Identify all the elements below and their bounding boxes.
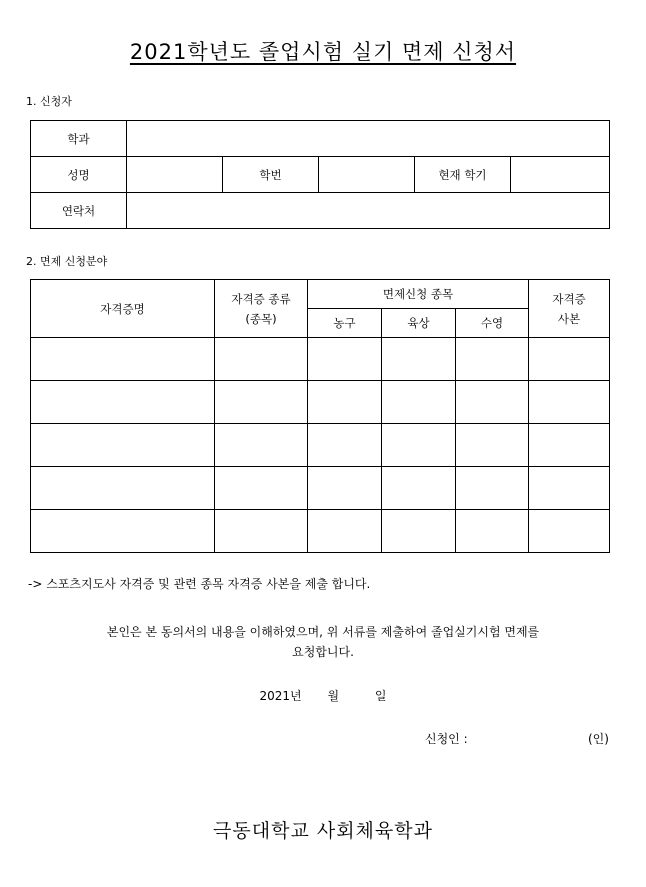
consent-line-2: 요청합니다.	[292, 645, 354, 659]
header-exemption-group: 면제신청 종목	[308, 280, 529, 309]
row-2-track[interactable]	[382, 381, 456, 424]
date-line	[0, 688, 646, 704]
exemption-row	[31, 381, 610, 424]
row-1-certificate-type[interactable]	[215, 338, 308, 381]
exemption-row	[31, 424, 610, 467]
row-4-certificate-type[interactable]	[215, 467, 308, 510]
name-label: 성명	[31, 157, 127, 193]
section-exemption-label: 2. 면제 신청분야	[26, 255, 108, 268]
row-3-basketball[interactable]	[308, 424, 382, 467]
row-5-certificate-name[interactable]	[31, 510, 215, 553]
row-2-basketball[interactable]	[308, 381, 382, 424]
row-2-certificate-name[interactable]	[31, 381, 215, 424]
row-3-copy[interactable]	[529, 424, 610, 467]
header-certificate-type	[215, 280, 308, 338]
row-1-copy[interactable]	[529, 338, 610, 381]
applicant-table	[30, 120, 610, 229]
header-certificate-copy	[529, 280, 610, 338]
exemption-row	[31, 510, 610, 553]
row-2-copy[interactable]	[529, 381, 610, 424]
header-track: 육상	[382, 309, 456, 338]
row-5-basketball[interactable]	[308, 510, 382, 553]
row-5-track[interactable]	[382, 510, 456, 553]
applicant-row-name	[31, 157, 610, 193]
student-id-label: 학번	[223, 157, 319, 193]
row-2-swimming[interactable]	[456, 381, 529, 424]
exemption-header-row-1	[31, 280, 610, 309]
applicant-seal-mark: (인)	[588, 732, 609, 746]
row-1-swimming[interactable]	[456, 338, 529, 381]
row-3-certificate-name[interactable]	[31, 424, 215, 467]
row-4-basketball[interactable]	[308, 467, 382, 510]
header-basketball: 농구	[308, 309, 382, 338]
row-1-track[interactable]	[382, 338, 456, 381]
student-id-field[interactable]	[319, 157, 415, 193]
exemption-row	[31, 338, 610, 381]
date-day: 일	[374, 689, 387, 703]
exemption-table	[30, 279, 610, 553]
row-2-certificate-type[interactable]	[215, 381, 308, 424]
row-4-track[interactable]	[382, 467, 456, 510]
exemption-row	[31, 467, 610, 510]
row-3-track[interactable]	[382, 424, 456, 467]
document-title	[0, 38, 646, 66]
row-3-swimming[interactable]	[456, 424, 529, 467]
row-3-certificate-type[interactable]	[215, 424, 308, 467]
date-year: 2021년	[259, 689, 302, 703]
row-5-swimming[interactable]	[456, 510, 529, 553]
consent-line-1: 본인은 본 동의서의 내용을 이해하였으며, 위 서류를 제출하여 졸업실기시험 면제를	[106, 625, 540, 639]
applicant-signature-label: 신청인 :	[425, 732, 468, 746]
header-certificate-copy-text: 자격증 사본	[552, 291, 586, 326]
row-4-swimming[interactable]	[456, 467, 529, 510]
applicant-row-department	[31, 121, 610, 157]
department-label: 학과	[31, 121, 127, 157]
header-swimming: 수영	[456, 309, 529, 338]
header-certificate-type-text: 자격증 종류 (종목)	[231, 291, 291, 326]
header-certificate-name: 자격증명	[31, 280, 215, 338]
row-4-copy[interactable]	[529, 467, 610, 510]
name-field[interactable]	[127, 157, 223, 193]
department-field[interactable]	[127, 121, 610, 157]
row-1-certificate-name[interactable]	[31, 338, 215, 381]
row-5-certificate-type[interactable]	[215, 510, 308, 553]
date-month: 월	[327, 689, 340, 703]
contact-field[interactable]	[127, 193, 610, 229]
consent-statement	[40, 622, 606, 662]
submission-note: -> 스포츠지도사 자격증 및 관련 종목 자격증 사본을 제출 합니다.	[28, 577, 371, 591]
applicant-row-contact	[31, 193, 610, 229]
footer-institution: 극동대학교 사회체육학과	[213, 820, 433, 842]
row-5-copy[interactable]	[529, 510, 610, 553]
contact-label: 연락처	[31, 193, 127, 229]
row-1-basketball[interactable]	[308, 338, 382, 381]
semester-field[interactable]	[511, 157, 610, 193]
semester-label: 현재 학기	[415, 157, 511, 193]
row-4-certificate-name[interactable]	[31, 467, 215, 510]
document-title-text: 2021학년도 졸업시험 실기 면제 신청서	[129, 40, 517, 64]
section-applicant-label: 1. 신청자	[26, 95, 72, 108]
